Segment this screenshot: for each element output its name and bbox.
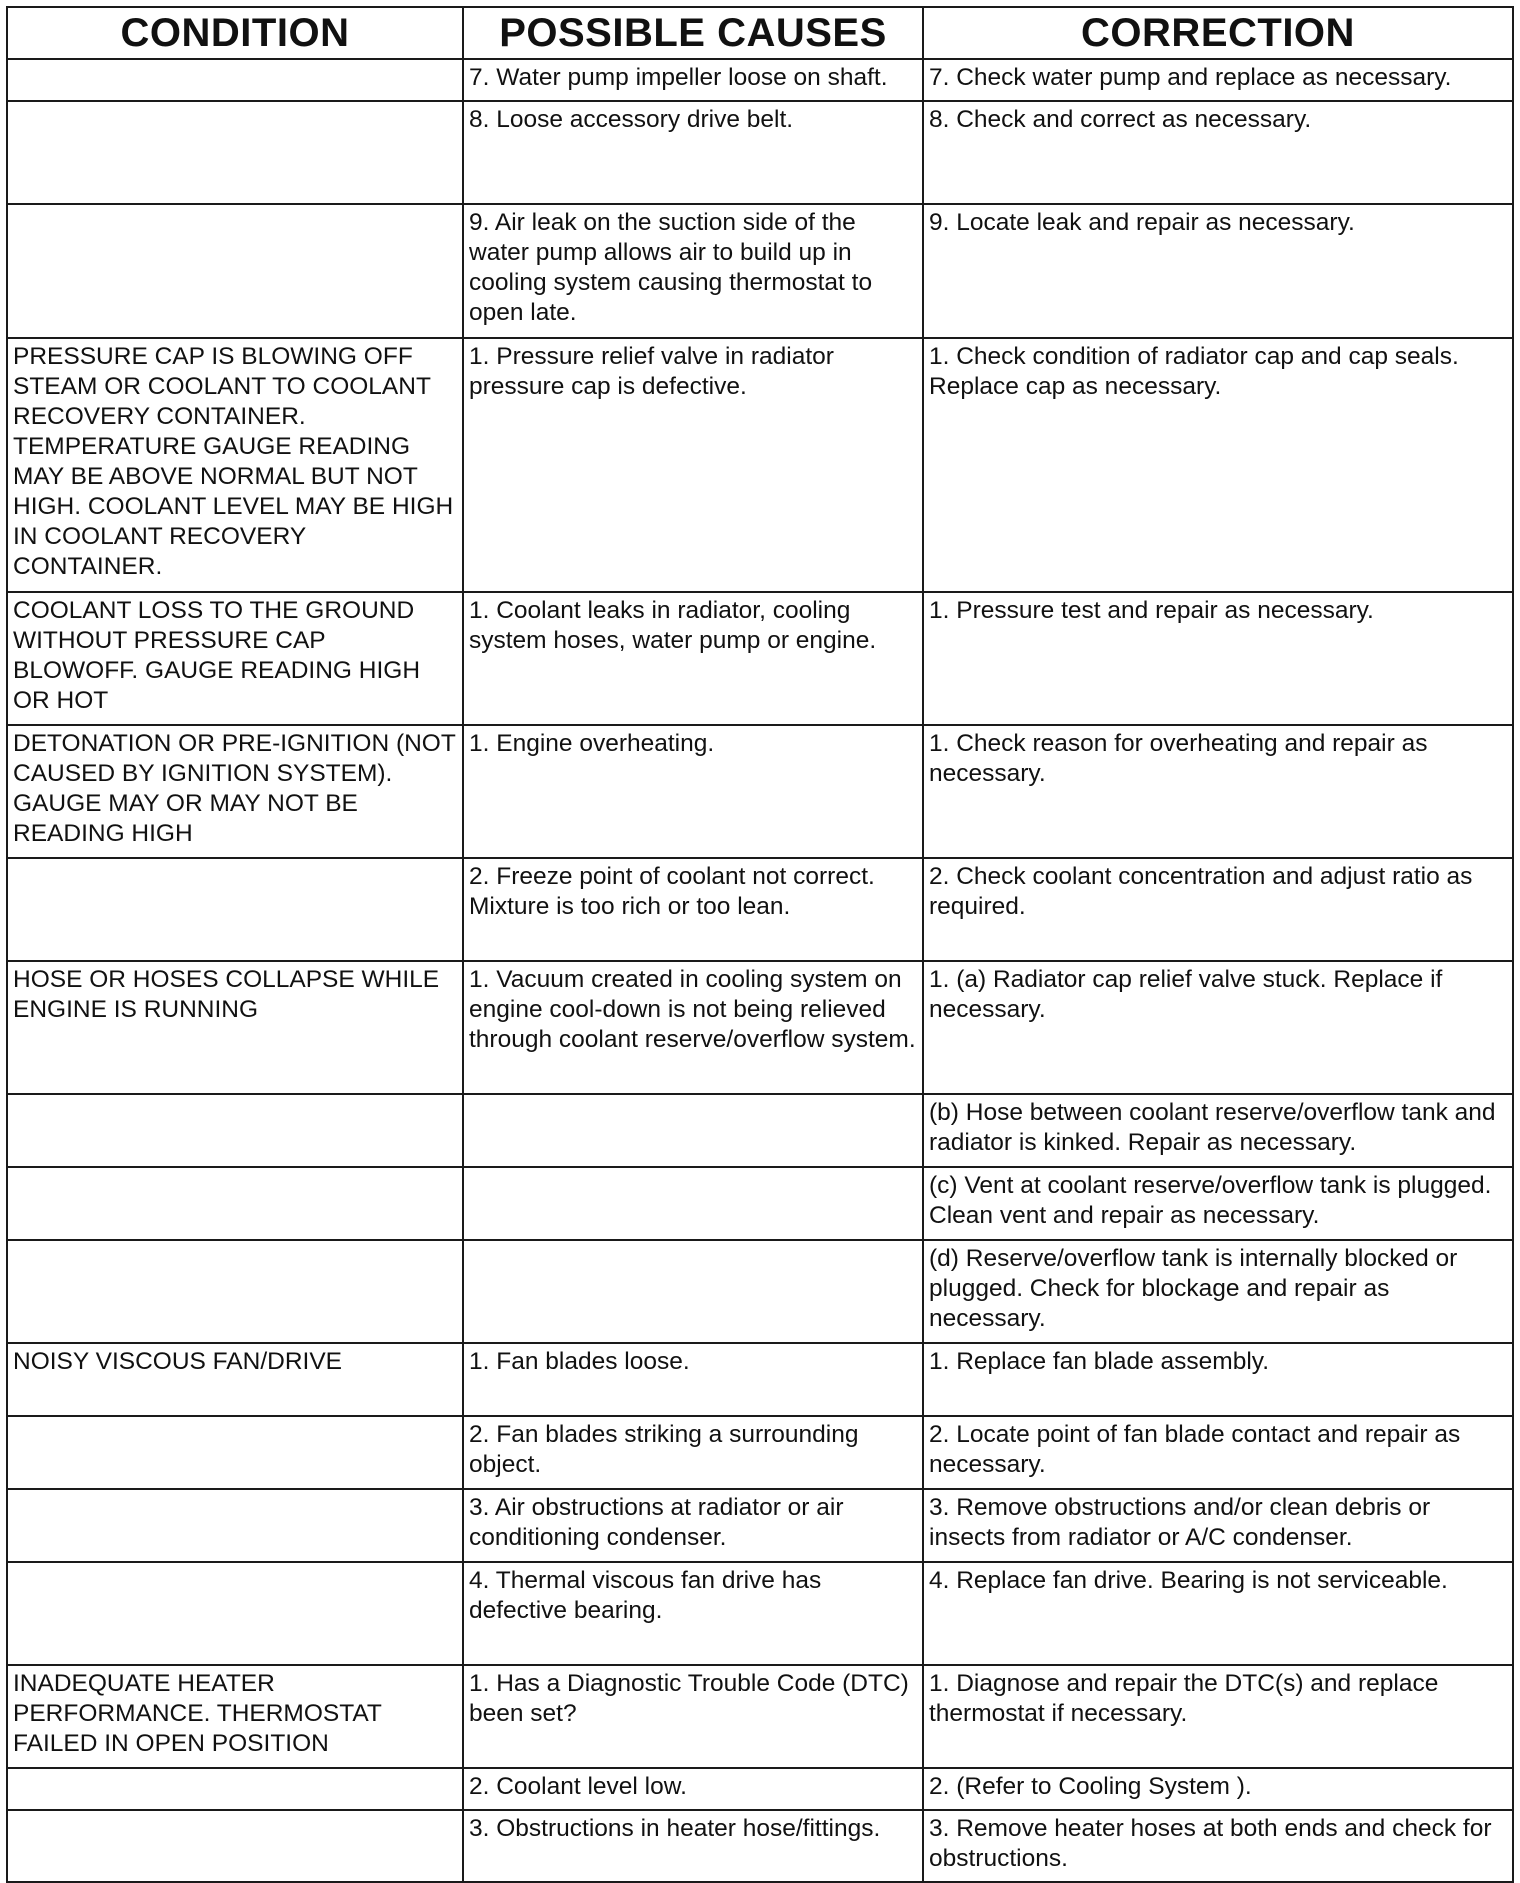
cause-cell: 2. Freeze point of coolant not correct. Mixture is too rich or too lean.: [463, 858, 923, 961]
correction-cell: 4. Replace fan drive. Bearing is not serviceable.: [923, 1562, 1513, 1665]
header-possible-causes: POSSIBLE CAUSES: [463, 7, 923, 59]
correction-cell: 1. Replace fan blade assembly.: [923, 1343, 1513, 1416]
cause-cell: 8. Loose accessory drive belt.: [463, 101, 923, 204]
table-row: [7, 1240, 1513, 1343]
correction-cell: 3. Remove obstructions and/or clean debris or insects from radiator or A/C condenser.: [923, 1489, 1513, 1562]
correction-cell: 1. Pressure test and repair as necessary.: [923, 592, 1513, 725]
condition-cell: [7, 1240, 463, 1343]
cause-cell: [463, 1094, 923, 1167]
cause-cell: 1. Pressure relief valve in radiator pressure cap is defective.: [463, 338, 923, 592]
condition-cell: COOLANT LOSS TO THE GROUND WITHOUT PRESSURE CAP BLOWOFF. GAUGE READING HIGH OR HOT: [7, 592, 463, 725]
table-row: [7, 59, 1513, 101]
condition-cell: [7, 1167, 463, 1240]
cause-cell: 1. Vacuum created in cooling system on engine cool-down is not being relieved through coolant reserve/overflow system.: [463, 961, 923, 1094]
correction-cell: 1. (a) Radiator cap relief valve stuck. Replace if necessary.: [923, 961, 1513, 1094]
correction-cell: (d) Reserve/overflow tank is internally blocked or plugged. Check for blockage and repair as necessary.: [923, 1240, 1513, 1343]
condition-cell: [7, 1810, 463, 1882]
condition-cell: HOSE OR HOSES COLLAPSE WHILE ENGINE IS RUNNING: [7, 961, 463, 1094]
cause-cell: [463, 1240, 923, 1343]
table-row: [7, 1416, 1513, 1489]
correction-cell: 9. Locate leak and repair as necessary.: [923, 204, 1513, 338]
cause-cell: 9. Air leak on the suction side of the water pump allows air to build up in cooling system causing thermostat to open late.: [463, 204, 923, 338]
table-row: [7, 725, 1513, 858]
condition-cell: [7, 858, 463, 961]
cause-cell: [463, 1167, 923, 1240]
cause-cell: 4. Thermal viscous fan drive has defective bearing.: [463, 1562, 923, 1665]
condition-cell: PRESSURE CAP IS BLOWING OFF STEAM OR COOLANT TO COOLANT RECOVERY CONTAINER. TEMPERATURE GAUGE READING MAY BE ABOVE NORMAL BUT NOT HIGH. COOLANT LEVEL MAY BE HIGH IN COOLANT RECOVERY CONTAINER.: [7, 338, 463, 592]
table-row: [7, 1665, 1513, 1768]
condition-cell: [7, 101, 463, 204]
correction-cell: 2. (Refer to Cooling System ).: [923, 1768, 1513, 1810]
diagnosis-table: [6, 6, 1514, 1883]
correction-cell: 7. Check water pump and replace as necessary.: [923, 59, 1513, 101]
table-row: [7, 204, 1513, 338]
header-row: [7, 7, 1513, 59]
correction-cell: (c) Vent at coolant reserve/overflow tank is plugged. Clean vent and repair as necessary.: [923, 1167, 1513, 1240]
table-row: [7, 1167, 1513, 1240]
table-row: [7, 101, 1513, 204]
cause-cell: 3. Obstructions in heater hose/fittings.: [463, 1810, 923, 1882]
table-row: [7, 1343, 1513, 1416]
cause-cell: 1. Coolant leaks in radiator, cooling system hoses, water pump or engine.: [463, 592, 923, 725]
header-condition: CONDITION: [7, 7, 463, 59]
diagnosis-sheet: [6, 6, 1512, 1883]
cause-cell: 2. Coolant level low.: [463, 1768, 923, 1810]
correction-cell: 8. Check and correct as necessary.: [923, 101, 1513, 204]
table-row: [7, 1489, 1513, 1562]
cause-cell: 1. Fan blades loose.: [463, 1343, 923, 1416]
correction-cell: 3. Remove heater hoses at both ends and check for obstructions.: [923, 1810, 1513, 1882]
condition-cell: [7, 1562, 463, 1665]
condition-cell: [7, 1768, 463, 1810]
header-correction: CORRECTION: [923, 7, 1513, 59]
cause-cell: 1. Engine overheating.: [463, 725, 923, 858]
correction-cell: 1. Check reason for overheating and repair as necessary.: [923, 725, 1513, 858]
table-row: [7, 1094, 1513, 1167]
correction-cell: 2. Locate point of fan blade contact and repair as necessary.: [923, 1416, 1513, 1489]
table-row: [7, 961, 1513, 1094]
table-row: [7, 1562, 1513, 1665]
correction-cell: 1. Check condition of radiator cap and cap seals. Replace cap as necessary.: [923, 338, 1513, 592]
table-row: [7, 1768, 1513, 1810]
cause-cell: 7. Water pump impeller loose on shaft.: [463, 59, 923, 101]
correction-cell: (b) Hose between coolant reserve/overflow tank and radiator is kinked. Repair as necessary.: [923, 1094, 1513, 1167]
condition-cell: [7, 59, 463, 101]
condition-cell: [7, 1489, 463, 1562]
table-row: [7, 338, 1513, 592]
table-row: [7, 592, 1513, 725]
table-row: [7, 858, 1513, 961]
correction-cell: 2. Check coolant concentration and adjust ratio as required.: [923, 858, 1513, 961]
condition-cell: [7, 1416, 463, 1489]
condition-cell: [7, 204, 463, 338]
condition-cell: [7, 1094, 463, 1167]
correction-cell: 1. Diagnose and repair the DTC(s) and replace thermostat if necessary.: [923, 1665, 1513, 1768]
table-row: [7, 1810, 1513, 1882]
condition-cell: INADEQUATE HEATER PERFORMANCE. THERMOSTAT FAILED IN OPEN POSITION: [7, 1665, 463, 1768]
cause-cell: 2. Fan blades striking a surrounding object.: [463, 1416, 923, 1489]
condition-cell: NOISY VISCOUS FAN/DRIVE: [7, 1343, 463, 1416]
cause-cell: 3. Air obstructions at radiator or air conditioning condenser.: [463, 1489, 923, 1562]
cause-cell: 1. Has a Diagnostic Trouble Code (DTC) been set?: [463, 1665, 923, 1768]
condition-cell: DETONATION OR PRE-IGNITION (NOT CAUSED BY IGNITION SYSTEM). GAUGE MAY OR MAY NOT BE READING HIGH: [7, 725, 463, 858]
